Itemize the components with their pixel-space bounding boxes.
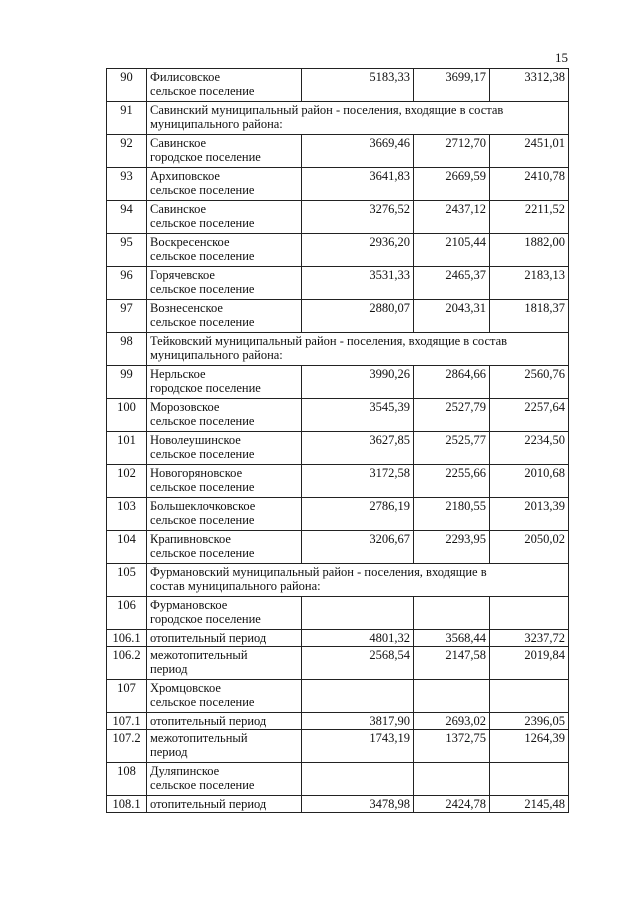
settlement-name — [147, 69, 302, 102]
settlement-name-line: городское поселение — [150, 150, 261, 164]
settlement-name-line: Вознесенское — [150, 301, 223, 315]
value-cell-3 — [490, 597, 569, 630]
table-row — [107, 630, 569, 647]
settlement-name — [147, 713, 302, 730]
settlement-name-line: сельское поселение — [150, 282, 255, 296]
value-cell-1: 3276,52 — [302, 201, 414, 234]
value-cell-2: 2525,77 — [414, 432, 490, 465]
settlement-name — [147, 531, 302, 564]
settlement-name — [147, 168, 302, 201]
district-heading — [147, 564, 569, 597]
row-number: 99 — [107, 366, 147, 399]
table-row — [107, 763, 569, 796]
value-cell-3: 3237,72 — [490, 630, 569, 647]
value-cell-3: 2410,78 — [490, 168, 569, 201]
settlement-name-line: сельское поселение — [150, 249, 255, 263]
value-cell-3: 1264,39 — [490, 730, 569, 763]
value-cell-3: 2451,01 — [490, 135, 569, 168]
settlement-name-line: Нерльское — [150, 367, 206, 381]
row-number: 95 — [107, 234, 147, 267]
row-number: 98 — [107, 333, 147, 366]
settlement-name — [147, 465, 302, 498]
table-row — [107, 102, 569, 135]
settlement-name-line: Савинское — [150, 202, 207, 216]
value-cell-3 — [490, 680, 569, 713]
table-row — [107, 531, 569, 564]
row-number: 104 — [107, 531, 147, 564]
settlement-name-line: межотопительный — [150, 731, 248, 745]
value-cell-3: 2050,02 — [490, 531, 569, 564]
settlement-name-line: сельское поселение — [150, 695, 255, 709]
table-row — [107, 69, 569, 102]
settlement-name — [147, 432, 302, 465]
settlement-name-line: Горячевское — [150, 268, 215, 282]
table-row — [107, 498, 569, 531]
settlement-name-line: Дуляпинское — [150, 764, 220, 778]
value-cell-1: 4801,32 — [302, 630, 414, 647]
table-row — [107, 234, 569, 267]
value-cell-2: 2255,66 — [414, 465, 490, 498]
settlement-name — [147, 597, 302, 630]
value-cell-2: 2043,31 — [414, 300, 490, 333]
value-cell-2: 2437,12 — [414, 201, 490, 234]
table-row — [107, 300, 569, 333]
value-cell-1 — [302, 763, 414, 796]
district-heading-line: Савинский муниципальный район - поселения, входящие в состав — [150, 103, 504, 117]
settlement-name — [147, 234, 302, 267]
row-number: 105 — [107, 564, 147, 597]
value-cell-2: 3568,44 — [414, 630, 490, 647]
row-number: 100 — [107, 399, 147, 432]
value-cell-3: 2234,50 — [490, 432, 569, 465]
value-cell-1: 3669,46 — [302, 135, 414, 168]
settlement-name-line: межотопительный — [150, 648, 248, 662]
settlement-name — [147, 730, 302, 763]
district-heading-line: Тейковский муниципальный район - поселения, входящие в состав — [150, 334, 508, 348]
settlement-name-line: Новолеушинское — [150, 433, 241, 447]
settlement-name-line: период — [150, 662, 188, 676]
value-cell-3: 1818,37 — [490, 300, 569, 333]
value-cell-2: 2293,95 — [414, 531, 490, 564]
district-heading-line: муниципального района: — [150, 348, 283, 362]
value-cell-3: 2145,48 — [490, 796, 569, 813]
value-cell-1: 3627,85 — [302, 432, 414, 465]
value-cell-1: 2936,20 — [302, 234, 414, 267]
settlement-name — [147, 647, 302, 680]
settlement-name-line: период — [150, 745, 188, 759]
value-cell-2: 2147,58 — [414, 647, 490, 680]
row-number: 93 — [107, 168, 147, 201]
settlement-name-line: сельское поселение — [150, 513, 255, 527]
settlement-name-line: Большеклочковское — [150, 499, 256, 513]
settlement-name — [147, 680, 302, 713]
value-cell-1: 3206,67 — [302, 531, 414, 564]
district-heading — [147, 102, 569, 135]
row-number: 106.1 — [107, 630, 147, 647]
value-cell-3: 2019,84 — [490, 647, 569, 680]
value-cell-3: 2257,64 — [490, 399, 569, 432]
settlement-name — [147, 366, 302, 399]
table-body — [107, 69, 569, 813]
settlement-name — [147, 796, 302, 813]
row-number: 101 — [107, 432, 147, 465]
table-row — [107, 333, 569, 366]
settlement-name-line: отопительный период — [150, 631, 267, 645]
settlement-name-line: Воскресенское — [150, 235, 230, 249]
row-number: 106.2 — [107, 647, 147, 680]
value-cell-2 — [414, 680, 490, 713]
district-heading-line: муниципального района: — [150, 117, 283, 131]
district-heading-line: Фурмановский муниципальный район - поселения, входящие в — [150, 565, 487, 579]
settlement-name — [147, 300, 302, 333]
row-number: 92 — [107, 135, 147, 168]
value-cell-2 — [414, 597, 490, 630]
table-row — [107, 366, 569, 399]
value-cell-1: 3990,26 — [302, 366, 414, 399]
value-cell-1: 3817,90 — [302, 713, 414, 730]
value-cell-2: 2864,66 — [414, 366, 490, 399]
settlement-name-line: городское поселение — [150, 381, 261, 395]
settlement-name-line: Хромцовское — [150, 681, 221, 695]
value-cell-2: 1372,75 — [414, 730, 490, 763]
row-number: 107.2 — [107, 730, 147, 763]
settlement-name — [147, 201, 302, 234]
table-row — [107, 267, 569, 300]
page-number: 15 — [555, 50, 568, 65]
settlement-name — [147, 630, 302, 647]
value-cell-3: 1882,00 — [490, 234, 569, 267]
value-cell-3: 2013,39 — [490, 498, 569, 531]
value-cell-3: 2183,13 — [490, 267, 569, 300]
row-number: 108.1 — [107, 796, 147, 813]
table-row — [107, 680, 569, 713]
value-cell-2: 3699,17 — [414, 69, 490, 102]
value-cell-2: 2712,70 — [414, 135, 490, 168]
value-cell-3: 2396,05 — [490, 713, 569, 730]
value-cell-1: 1743,19 — [302, 730, 414, 763]
settlement-name-line: Савинское — [150, 136, 207, 150]
table-row — [107, 564, 569, 597]
settlement-name — [147, 498, 302, 531]
value-cell-1: 3478,98 — [302, 796, 414, 813]
row-number: 106 — [107, 597, 147, 630]
row-number: 107 — [107, 680, 147, 713]
settlement-name-line: сельское поселение — [150, 183, 255, 197]
value-cell-3 — [490, 763, 569, 796]
settlement-name-line: Архиповское — [150, 169, 220, 183]
value-cell-3: 2010,68 — [490, 465, 569, 498]
table-row — [107, 647, 569, 680]
row-number: 90 — [107, 69, 147, 102]
row-number: 97 — [107, 300, 147, 333]
settlement-name-line: сельское поселение — [150, 480, 255, 494]
district-heading-line: состав муниципального района: — [150, 579, 321, 593]
row-number: 102 — [107, 465, 147, 498]
value-cell-1: 2786,19 — [302, 498, 414, 531]
row-number: 94 — [107, 201, 147, 234]
district-heading — [147, 333, 569, 366]
table-row — [107, 796, 569, 813]
table-row — [107, 465, 569, 498]
row-number: 107.1 — [107, 713, 147, 730]
settlement-name-line: сельское поселение — [150, 414, 255, 428]
value-cell-1 — [302, 597, 414, 630]
settlement-name-line: городское поселение — [150, 612, 261, 626]
value-cell-2: 2669,59 — [414, 168, 490, 201]
row-number: 96 — [107, 267, 147, 300]
value-cell-2: 2693,02 — [414, 713, 490, 730]
value-cell-1: 3172,58 — [302, 465, 414, 498]
value-cell-2: 2105,44 — [414, 234, 490, 267]
settlement-name-line: Морозовское — [150, 400, 220, 414]
table-row — [107, 713, 569, 730]
row-number: 108 — [107, 763, 147, 796]
value-cell-2: 2424,78 — [414, 796, 490, 813]
settlement-name — [147, 763, 302, 796]
value-cell-1: 2880,07 — [302, 300, 414, 333]
tariff-table — [106, 68, 569, 813]
table-row — [107, 168, 569, 201]
settlement-name-line: Филисовское — [150, 70, 221, 84]
settlement-name — [147, 267, 302, 300]
table-row — [107, 201, 569, 234]
table-row — [107, 432, 569, 465]
settlement-name-line: сельское поселение — [150, 315, 255, 329]
settlement-name-line: сельское поселение — [150, 216, 255, 230]
value-cell-3: 3312,38 — [490, 69, 569, 102]
value-cell-2: 2180,55 — [414, 498, 490, 531]
value-cell-3: 2211,52 — [490, 201, 569, 234]
value-cell-1: 3531,33 — [302, 267, 414, 300]
table-row — [107, 597, 569, 630]
value-cell-2: 2527,79 — [414, 399, 490, 432]
value-cell-1 — [302, 680, 414, 713]
value-cell-2 — [414, 763, 490, 796]
row-number: 91 — [107, 102, 147, 135]
value-cell-1: 5183,33 — [302, 69, 414, 102]
table-row — [107, 730, 569, 763]
settlement-name-line: отопительный период — [150, 714, 267, 728]
value-cell-1: 2568,54 — [302, 647, 414, 680]
settlement-name — [147, 399, 302, 432]
settlement-name-line: Фурмановское — [150, 598, 228, 612]
settlement-name-line: сельское поселение — [150, 778, 255, 792]
value-cell-3: 2560,76 — [490, 366, 569, 399]
row-number: 103 — [107, 498, 147, 531]
settlement-name-line: сельское поселение — [150, 84, 255, 98]
settlement-name-line: сельское поселение — [150, 546, 255, 560]
settlement-name-line: отопительный период — [150, 797, 267, 811]
settlement-name — [147, 135, 302, 168]
table-row — [107, 135, 569, 168]
value-cell-1: 3545,39 — [302, 399, 414, 432]
value-cell-2: 2465,37 — [414, 267, 490, 300]
settlement-name-line: Новогоряновское — [150, 466, 243, 480]
value-cell-1: 3641,83 — [302, 168, 414, 201]
settlement-name-line: Крапивновское — [150, 532, 231, 546]
table-row — [107, 399, 569, 432]
settlement-name-line: сельское поселение — [150, 447, 255, 461]
